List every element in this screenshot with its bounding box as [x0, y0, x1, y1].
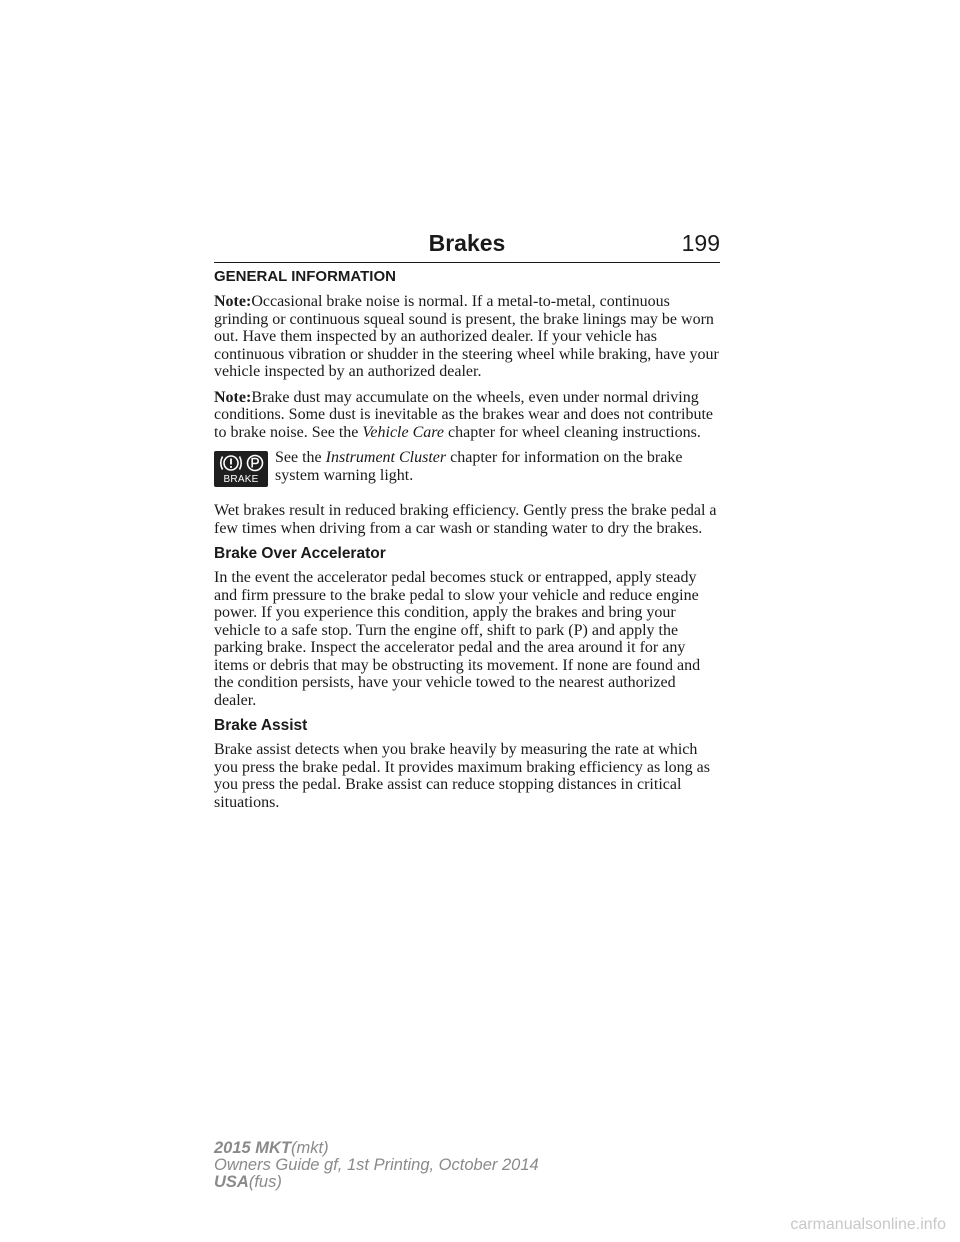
footer-printing-line: Owners Guide gf, 1st Printing, October 2014 [214, 1156, 539, 1174]
brake-over-accelerator-paragraph: In the event the accelerator pedal becomes stuck or entrapped, apply steady and firm pressure to the brake pedal to slow your vehicle and reduce engine power. If you experience this condition, apply the brakes and bring your vehicle to a safe stop. Turn the engine off, shift to park (P) and apply the parking brake. Inspect the accelerator pedal and the area around it for any items or debris that may be obstructing its movement. If none are found and the condition persists, have your vehicle towed to the nearest authorized dealer. [214, 569, 701, 709]
footer-model-code: (mkt) [291, 1139, 329, 1157]
note-text: chapter for wheel cleaning instructions. [444, 423, 701, 441]
page-number: 199 [681, 230, 720, 256]
icon-text-part: See the [275, 449, 326, 466]
note-label: Note: [214, 388, 252, 406]
icon-text-part: chapter for information on the brake system warning light. [275, 449, 683, 484]
note-paragraph-dust [214, 389, 720, 442]
brake-warning-icon [214, 451, 268, 487]
site-watermark: carmanualsonline.info [790, 1216, 946, 1233]
brake-warning-row [214, 449, 720, 489]
footer-model: 2015 MKT [214, 1139, 292, 1157]
footer-model-line [214, 1140, 539, 1157]
wet-brakes-paragraph: Wet brakes result in reduced braking efficiency. Gently press the brake pedal a few times when driving from a car wash or standing water to dry the brakes. [214, 502, 717, 537]
section-heading-general: GENERAL INFORMATION [214, 268, 396, 285]
footer-region: USA [214, 1173, 249, 1191]
page-footer [214, 1140, 539, 1191]
section-heading-brake-assist: Brake Assist [214, 717, 308, 734]
footer-region-code: (fus) [248, 1173, 282, 1191]
page-header [214, 228, 720, 263]
chapter-reference-instrument-cluster: Instrument Cluster [325, 449, 447, 466]
note-paragraph-noise [214, 293, 720, 381]
note-text: Brake dust may accumulate on the wheels, even under normal driving conditions. Some dust is inevitable as the brakes wear and does not contribute to brake noise. See the [214, 388, 713, 441]
section-heading-brake-over-accelerator: Brake Over Accelerator [214, 545, 386, 562]
brake-icon-label: BRAKE [223, 474, 259, 485]
note-label: Note: [214, 293, 252, 310]
brake-assist-paragraph: Brake assist detects when you brake heavily by measuring the rate at which you press the brake pedal. It provides maximum braking efficiency as long as you press the pedal. Brake assist can reduce stopping distances in critical situations. [214, 741, 711, 811]
chapter-title: Brakes [428, 230, 506, 256]
footer-region-line [214, 1174, 539, 1191]
page-content [214, 268, 720, 819]
chapter-reference-vehicle-care: Vehicle Care [362, 423, 445, 441]
note-text: Occasional brake noise is normal. If a metal-to-metal, continuous grinding or continuous squeal sound is present, the brake linings may be worn out. Have them inspected by an authorized dealer. If your vehicle has continuous vibration or shudder in the steering wheel while braking, have your vehicle inspected by an authorized dealer. [214, 293, 719, 380]
brake-warning-text [275, 449, 720, 484]
